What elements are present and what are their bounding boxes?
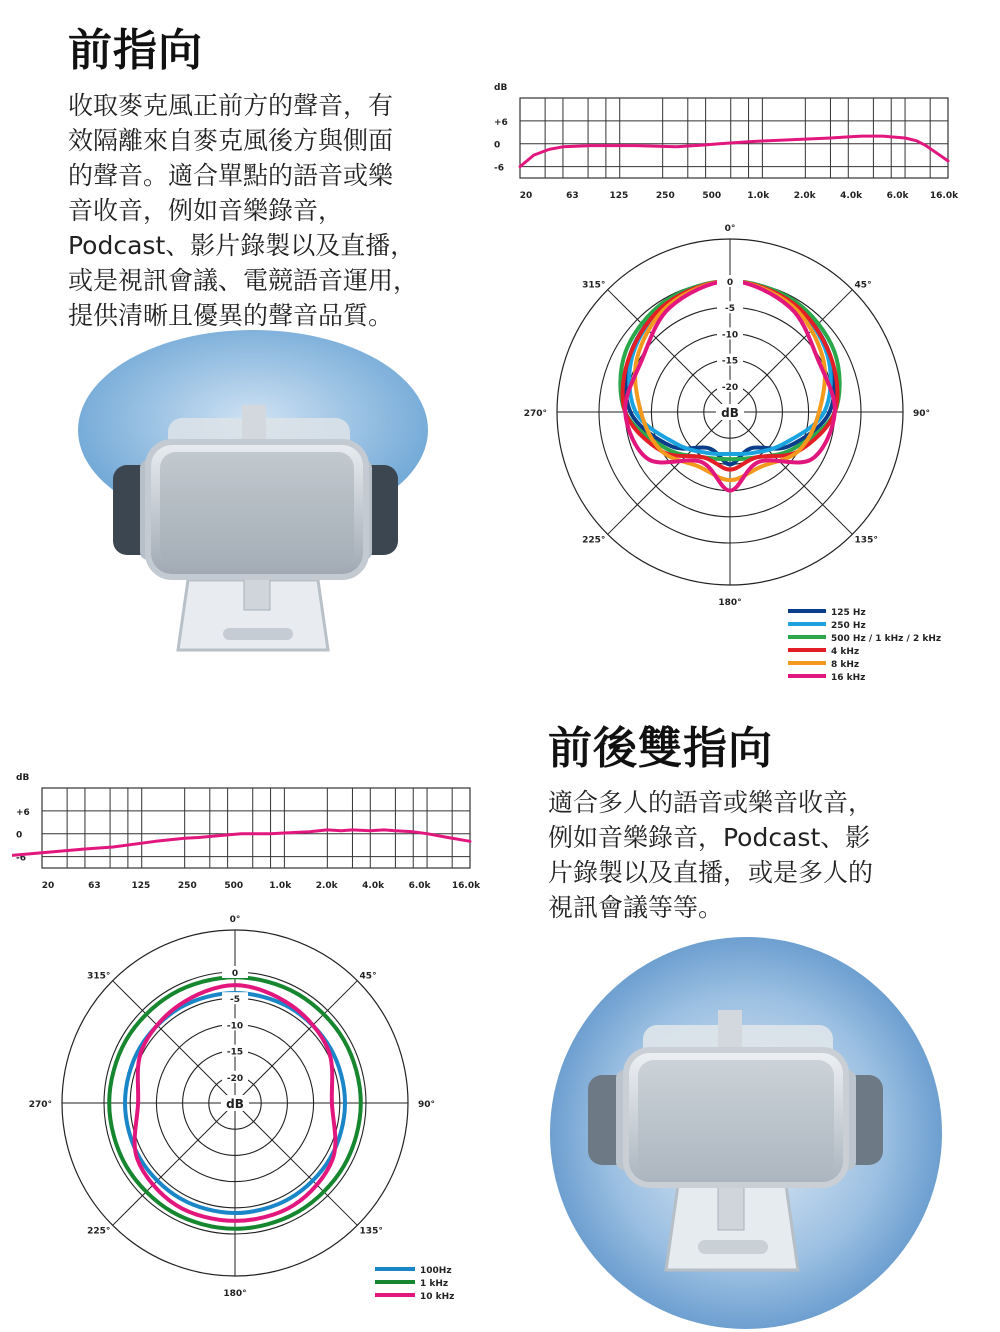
x-tick-label: 4.0k [840, 191, 863, 201]
x-tick-label: 250 [177, 881, 197, 891]
y-tick-label: +6 [16, 807, 30, 818]
legend-label: 125 Hz [831, 608, 866, 618]
bidirectional-title: 前後雙指向 [548, 723, 773, 774]
legend-label: 16 kHz [831, 673, 866, 683]
x-tick-label: 16.0k [451, 881, 481, 891]
legend-label: 4 kHz [831, 647, 860, 657]
cardioid-description [68, 88, 418, 333]
legend-label: 10 kHz [420, 1292, 455, 1302]
polar-angle-label: 315° [582, 280, 606, 291]
polar-spoke [235, 981, 357, 1103]
radial-tick-label: -15 [721, 356, 739, 367]
x-tick-label: 63 [88, 881, 101, 891]
polar-angle-label: 270° [28, 1100, 52, 1110]
radial-tick-label: 0 [231, 969, 239, 979]
y-tick-label: -6 [16, 853, 26, 864]
x-tick-label: 500 [702, 191, 722, 201]
x-tick-label: 2.0k [315, 881, 338, 891]
x-tick-label: 16.0k [929, 191, 959, 201]
x-tick-label: 125 [131, 881, 151, 891]
legend-label: 1 kHz [420, 1279, 449, 1289]
polar-spoke [113, 981, 235, 1103]
radial-tick-label: -5 [725, 304, 735, 315]
y-tick-label: -6 [494, 163, 504, 174]
frequency-response-chart-cardioid [490, 80, 960, 205]
desc-line: 提供清晰且優異的聲音品質。 [68, 301, 394, 330]
x-tick-label: 1.0k [747, 191, 770, 201]
radial-tick-label: -20 [721, 382, 739, 393]
polar-angle-label: 315° [87, 971, 111, 982]
polar-angle-label: 0° [229, 915, 241, 925]
desc-line: 片錄製以及直播，或是多人的 [548, 858, 874, 887]
x-tick-label: 4.0k [362, 881, 385, 891]
bidirectional-description [548, 785, 873, 925]
frequency-response-chart-bidirectional [12, 770, 482, 895]
legend-label: 500 Hz / 1 kHz / 2 kHz [831, 634, 942, 644]
polar-angle-label: 225° [582, 535, 606, 546]
x-tick-label: 125 [609, 191, 629, 201]
desc-line: 視訊會議等等。 [548, 893, 724, 922]
y-tick-label: +6 [494, 117, 508, 128]
radial-tick-label: 0 [726, 278, 734, 288]
y-axis-label: dB [16, 773, 30, 783]
desc-line: 效隔離來自麥克風後方與側面 [68, 126, 394, 155]
polar-angle-label: 180° [223, 1289, 247, 1299]
desc-line: 音收音，例如音樂錄音， [68, 196, 344, 225]
polar-angle-label: 90° [913, 409, 931, 419]
polar-angle-label: 270° [523, 409, 547, 419]
x-tick-label: 6.0k [408, 881, 431, 891]
x-tick-label: 2.0k [793, 191, 816, 201]
plot-frame [520, 98, 948, 178]
chart-grid [520, 98, 948, 178]
x-tick-label: 500 [224, 881, 244, 891]
polar-spoke [113, 1103, 235, 1225]
radial-tick-label: -5 [230, 995, 240, 1006]
desc-line: 適合多人的語音或樂音收音， [548, 788, 874, 817]
polar-center-label: dB [226, 1097, 244, 1111]
chart-grid [42, 788, 470, 868]
microphone-cardioid-illustration [78, 330, 438, 660]
legend-label: 100Hz [420, 1266, 452, 1276]
legend-label: 8 kHz [831, 660, 860, 670]
y-tick-label: 0 [494, 140, 501, 151]
x-tick-label: 20 [41, 881, 55, 891]
series-line [520, 136, 948, 167]
y-tick-label: 0 [16, 830, 23, 841]
polar-angle-label: 180° [718, 598, 742, 608]
x-tick-label: 20 [519, 191, 533, 201]
polar-angle-label: 225° [87, 1226, 111, 1237]
polar-angle-label: 0° [724, 224, 736, 234]
y-axis-label: dB [494, 83, 508, 93]
desc-line: 收取麥克風正前方的聲音，有 [68, 91, 394, 120]
legend-label: 250 Hz [831, 621, 866, 631]
x-tick-label: 250 [655, 191, 675, 201]
x-tick-label: 6.0k [886, 191, 909, 201]
desc-line: 或是視訊會議、電競語音運用， [68, 266, 419, 295]
polar-center-label: dB [721, 406, 739, 420]
polar-spoke [235, 1103, 357, 1225]
desc-line: Podcast、影片錄製以及直播， [68, 231, 416, 260]
radial-tick-label: -20 [226, 1073, 244, 1084]
polar-pattern-chart-bidirectional [25, 905, 485, 1330]
cardioid-title: 前指向 [68, 25, 203, 76]
desc-line: 的聲音。適合單點的語音或樂 [68, 161, 394, 190]
polar-pattern-chart-cardioid [500, 215, 960, 695]
polar-angle-label: 135° [854, 535, 878, 546]
polar-angle-label: 45° [359, 971, 377, 982]
radial-tick-label: -15 [226, 1047, 244, 1058]
x-tick-label: 1.0k [269, 881, 292, 891]
polar-angle-label: 90° [418, 1100, 436, 1110]
microphone-bidirectional-illustration [548, 935, 944, 1331]
radial-tick-label: -10 [226, 1021, 244, 1032]
radial-tick-label: -10 [721, 330, 739, 341]
polar-angle-label: 135° [359, 1226, 383, 1237]
plot-frame [42, 788, 470, 868]
polar-angle-label: 45° [854, 280, 872, 291]
desc-line: 例如音樂錄音，Podcast、影 [548, 823, 871, 852]
x-tick-label: 63 [566, 191, 579, 201]
